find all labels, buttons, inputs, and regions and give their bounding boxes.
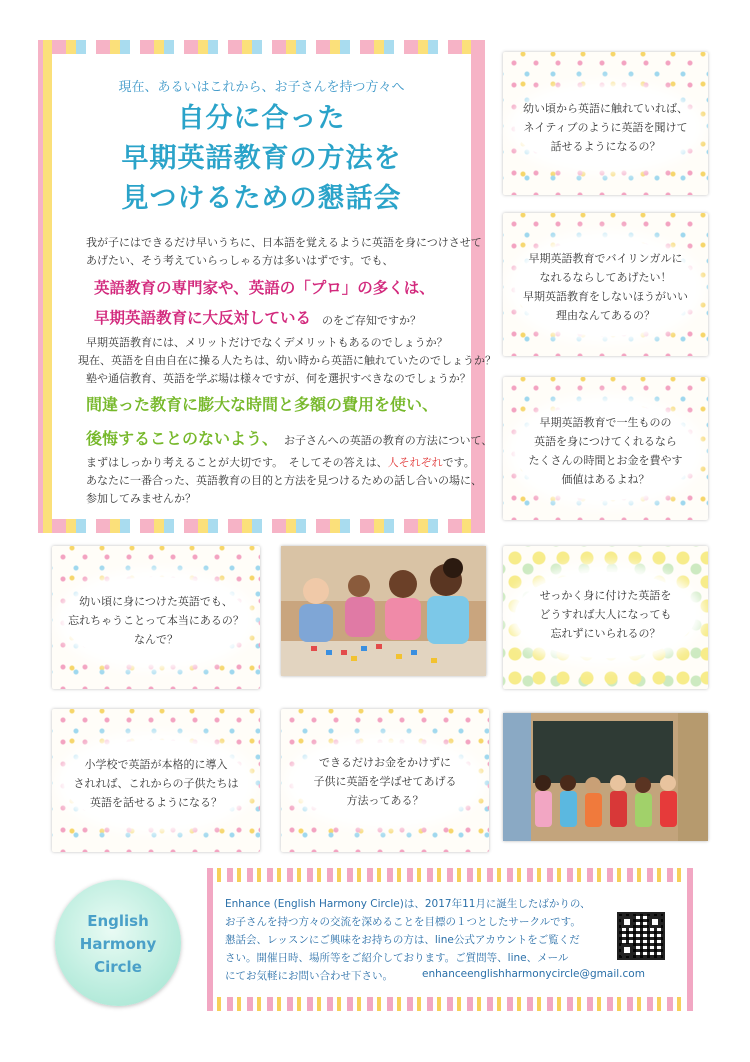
paragraph-line-3: 塾や通信教育、英語を学ぶ場は様々ですが、何を選択すべきなのでしょうか？ <box>86 372 471 385</box>
logo-line-3: Circle <box>94 958 142 976</box>
photo-children-playing-image <box>281 546 486 676</box>
question-card-3 <box>503 377 708 520</box>
photo-classroom-children <box>503 713 708 841</box>
highlight-green-suffix: お子さんへの英語の教育の方法について、 <box>284 434 493 447</box>
paragraph-line-4-c: です。 <box>442 456 475 469</box>
qr-code[interactable] <box>617 912 665 960</box>
title-line-3: 見つけるための懇話会 <box>121 183 402 214</box>
intro-line-1: 我が子にはできるだけ早いうちに、日本語を覚えるように英語を身につけさせて <box>86 236 482 249</box>
logo-line-2: Harmony <box>79 935 157 953</box>
question-card-5 <box>503 546 708 689</box>
paragraph-line-4-a: まずはしっかり考えることが大切です。 そしてその答えは、 <box>86 456 388 469</box>
question-text-2: 早期英語教育でバイリンガルに なれるならしてあげたい！ 早期英語教育をしないほうがいい 理由なんてあるの？ <box>523 252 688 323</box>
subtitle: 現在、あるいはこれから、お子さんを持つ方々へ <box>118 80 405 95</box>
question-text-6: 小学校で英語が本格的に導入 されれば、これからの子供たちは 英語を話せるようになる？ <box>73 757 239 809</box>
footer-line-2: お子さんを持つ方々の交流を深めることを目標の１つとしたサークルです。 <box>225 916 581 928</box>
question-card-6 <box>52 709 260 852</box>
english-harmony-circle-logo <box>55 880 181 1006</box>
photo-classroom-children-image <box>503 713 708 841</box>
question-card-1 <box>503 52 708 195</box>
footer-line-3: 懇話会、レッスンにご興味をお持ちの方は、line公式アカウントをご覧くだ <box>225 934 580 946</box>
question-text-4: 幼い頃に身につけた英語でも、 忘れちゃうことって本当にあるの？ なんで？ <box>68 594 244 646</box>
paragraph-line-6: 参加してみませんか？ <box>86 492 196 505</box>
highlight-pink-1: 英語教育の専門家や、英語の「プロ」の多くは、 <box>94 279 435 297</box>
question-text-3: 早期英語教育で一生ものの 英語を身につけてくれるなら たくさんの時間とお金を費やす 価値はあるよね？ <box>528 416 683 487</box>
highlight-green-1: 間違った教育に膨大な時間と多額の費用を使い、 <box>86 395 439 414</box>
question-text-1: 幼い頃から英語に触れていれば、 ネイティブのように英語を聞けて 話せるようになるの？ <box>523 102 688 154</box>
question-text-5: せっかく身に付けた英語を どうすれば大人になっても 忘れずにいられるの？ <box>539 589 672 641</box>
highlight-pink-suffix: のをご存知ですか？ <box>322 314 421 327</box>
question-card-2 <box>503 213 708 356</box>
paragraph-line-2: 現在、英語を自由自在に操る人たちは、幼い時から英語に触れていたのでしょうか？ <box>78 354 496 367</box>
question-text-7: できるだけお金をかけずに 子供に英語を学ばせてあげる 方法ってある？ <box>313 756 457 808</box>
paragraph-line-4 <box>86 454 475 470</box>
footer-line-1: Enhance (English Harmony Circle)は、2017年11月に誕生したばかりの、 <box>225 898 591 910</box>
question-card-4 <box>52 546 260 689</box>
question-card-7 <box>281 709 489 852</box>
title-line-1: 自分に合った <box>177 103 346 134</box>
footer-line-5: にてお気軽にお問い合わせ下さい。 <box>225 970 393 982</box>
paragraph-line-5: あなたに一番合った、英語教育の目的と方法を見つけるための話し合いの場に、 <box>86 474 482 487</box>
main-card-body <box>52 54 496 519</box>
footer-email[interactable]: enhanceenglishharmonycircle@gmail.com <box>422 968 645 980</box>
main-info-card <box>38 40 496 533</box>
paragraph-line-1: 早期英語教育には、メリットだけでなくデメリットもあるのでしょうか？ <box>86 336 448 349</box>
highlight-pink-2: 早期英語教育に大反対している <box>94 309 312 327</box>
highlight-green-2: 後悔することのないよう、 <box>86 429 279 448</box>
paragraph-line-4-emphasis: 人それぞれ <box>387 456 443 469</box>
title-line-2: 早期英語教育の方法を <box>121 143 402 174</box>
intro-line-2: あげたい、そう考えていらっしゃる方は多いはずです。でも、 <box>86 254 394 267</box>
logo-line-1: English <box>87 912 149 930</box>
photo-children-playing <box>281 546 486 676</box>
footer-line-4: さい。開催日時、場所等をご紹介しております。ご質問等、line、メール <box>225 952 569 964</box>
